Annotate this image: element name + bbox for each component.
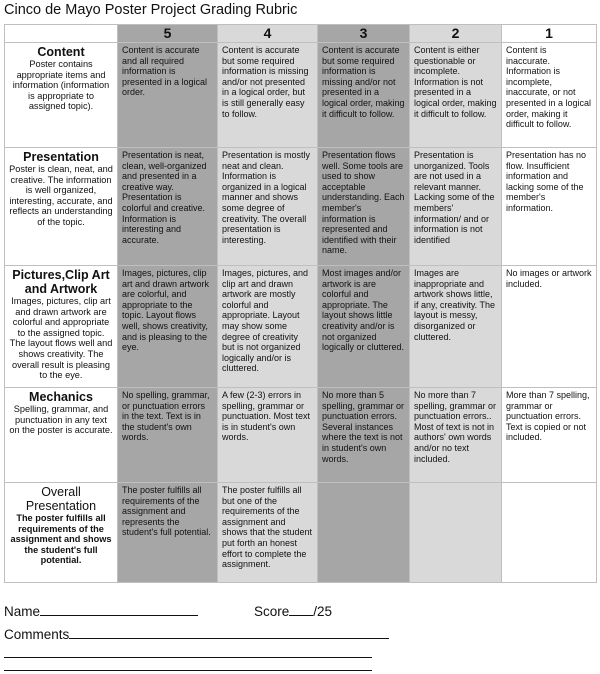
header-row <box>5 25 597 43</box>
header-score-3: 3 <box>318 25 410 43</box>
rubric-row-content <box>5 43 597 148</box>
category-cell <box>5 483 118 583</box>
score-total: /25 <box>313 604 333 619</box>
criterion-cell-2: No more than 7 spelling, grammar or punctuation errors.. Most of text is not in authors' own words and/or no text included. <box>410 388 502 483</box>
criterion-cell-5: Content is accurate and all required information is presented in a logical order. <box>118 43 218 148</box>
comments-label: Comments <box>4 627 70 642</box>
name-blank[interactable] <box>40 602 198 616</box>
criterion-cell-5: The poster fulfills all requirements of the assignment and represents the student's full potential. <box>118 483 218 583</box>
criterion-cell-5: Images, pictures, clip art and drawn artwork are colorful, and appropriate to the topic. Layout flows well, shows creativity, and is pleasing to the eye. <box>118 266 218 388</box>
rubric-row-presentation <box>5 148 597 266</box>
category-name: Presentation <box>23 150 99 164</box>
criterion-cell-4: Content is accurate but some required information is missing and/or not presented in a logical order, but is still generally easy to follow. <box>218 43 318 148</box>
category-description: Poster is clean, neat, and creative. The information is well organized, interesting, accurate, and reflects an understanding of the topic. <box>9 164 113 227</box>
header-score-1: 1 <box>502 25 597 43</box>
category-name: Mechanics <box>29 390 93 404</box>
criterion-cell-3: Presentation flows well. Some tools are used to show acceptable understanding. Each member's information is represented and identified with their name. <box>318 148 410 266</box>
criterion-cell-3: No more than 5 spelling, grammar or punctuation errors. Several instances where the text is not in student's own words. <box>318 388 410 483</box>
criterion-cell-4: Presentation is mostly neat and clean. Information is organized in a logical manner and shows some degree of creativity. The overall presentation is interesting. <box>218 148 318 266</box>
rubric-title: Cinco de Mayo Poster Project Grading Rubric <box>4 2 298 18</box>
name-label: Name <box>4 604 41 619</box>
criterion-cell-3: Content is accurate but some required information is missing and/or not presented in a logical order, making it difficult to follow. <box>318 43 410 148</box>
category-cell <box>5 266 118 388</box>
header-score-5: 5 <box>118 25 218 43</box>
criterion-cell-1: Content is inaccurate. Information is incomplete, inaccurate, or not presented in a logical order, making it difficult to follow. <box>502 43 597 148</box>
criterion-cell-4: A few (2-3) errors in spelling, grammar or punctuation. Most text is in student's own words. <box>218 388 318 483</box>
criterion-cell-2: Content is either questionable or incomplete. Information is not presented in a logical order, making it difficult to follow. <box>410 43 502 148</box>
score-label: Score <box>254 604 290 619</box>
category-name: Pictures,Clip Art and Artwork <box>12 268 110 296</box>
name-score-line <box>4 602 332 619</box>
category-cell <box>5 388 118 483</box>
category-description: Spelling, grammar, and punctuation in any text on the poster is accurate. <box>9 404 113 436</box>
category-description: The poster fulfills all requirements of the assignment and shows the student's full potential. <box>10 513 112 566</box>
comments-rule-2[interactable] <box>4 670 372 671</box>
comments-blank[interactable] <box>69 625 389 639</box>
rubric-row-pictures <box>5 266 597 388</box>
criterion-cell-4: The poster fulfills all but one of the requirements of the assignment and shows that the student put forth an honest effort to complete the assignment. <box>218 483 318 583</box>
criterion-cell-5: Presentation is neat, clean, well-organized and presented in a creative way. Presentation is colorful and creative. Information is interesting and accurate. <box>118 148 218 266</box>
comments-rule-1[interactable] <box>4 657 372 658</box>
header-score-2: 2 <box>410 25 502 43</box>
category-cell <box>5 43 118 148</box>
header-corner <box>5 25 118 43</box>
score-blank[interactable] <box>289 602 313 616</box>
criterion-cell-5: No spelling, grammar, or punctuation errors in the text. Text is in the student's own words. <box>118 388 218 483</box>
criterion-cell-2: Presentation is unorganized. Tools are not used in a relevant manner. Lacking some of the members' information/ and or information is not identified <box>410 148 502 266</box>
rubric-row-overall <box>5 483 597 583</box>
category-name: Overall Presentation <box>25 485 97 513</box>
criterion-cell-1: Presentation has no flow. Insufficient information and lacking some of the member's information. <box>502 148 597 266</box>
grading-rubric-table <box>4 24 597 583</box>
category-cell <box>5 148 118 266</box>
criterion-cell-1: More than 7 spelling, grammar or punctuation errors. Text is copied or not included. <box>502 388 597 483</box>
rubric-row-mechanics <box>5 388 597 483</box>
criterion-cell-3: Most images and/or artwork is are colorful and appropriate. The layout shows little creativity and/or is not organized logically or cluttered. <box>318 266 410 388</box>
category-name: Content <box>37 45 85 59</box>
category-description: Images, pictures, clip art and drawn artwork are colorful and appropriate to the assigned topic. The layout flows well and shows creativity. The overall result is pleasing to the eye. <box>9 296 113 381</box>
comments-line <box>4 625 389 642</box>
header-score-4: 4 <box>218 25 318 43</box>
criterion-cell-2: Images are inappropriate and artwork shows little, if any, creativity. The layout is messy, disorganized or cluttered. <box>410 266 502 388</box>
criterion-cell-1 <box>502 483 597 583</box>
criterion-cell-2 <box>410 483 502 583</box>
criterion-cell-3 <box>318 483 410 583</box>
category-description: Poster contains appropriate items and information (information is appropriate to assigned topic). <box>12 59 110 112</box>
criterion-cell-1: No images or artwork included. <box>502 266 597 388</box>
criterion-cell-4: Images, pictures, and clip art and drawn artwork are mostly colorful and appropriate. Layout may show some degree of creativity but is not organized logically and/or is cluttered. <box>218 266 318 388</box>
